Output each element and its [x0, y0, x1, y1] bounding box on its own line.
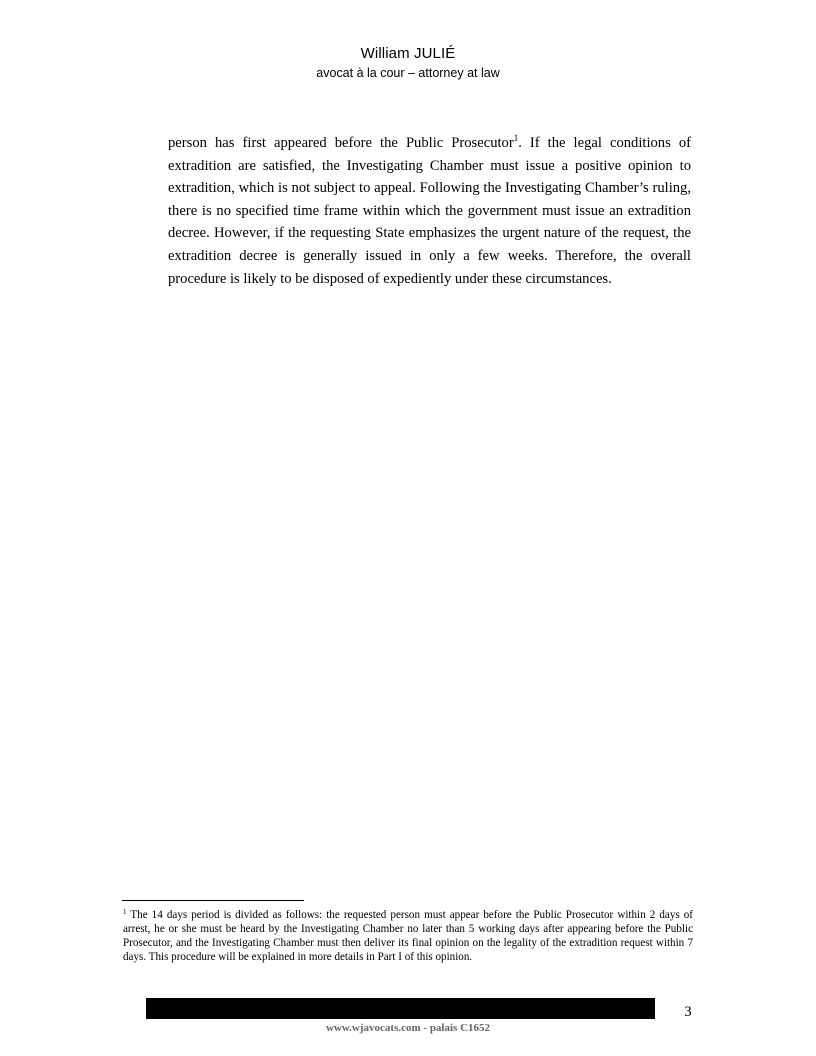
footer-website: www.wjavocats.com - palais C1652	[325, 1022, 491, 1034]
footnote-text: The 14 days period is divided as follows: the requested person must appear before the Public Prosecutor within 2 days of arrest, he or she must be heard by the Investigating Chamber no later than 5 working days after appearing before the Public Prosecutor, and the Investigating Chamber must then deliver its final opinion on the legality of the extradition request within 7 days. This procedure will be explained in more details in Part I of this opinion.	[123, 909, 693, 963]
footnote-reference: 1	[513, 133, 519, 143]
footnote	[123, 908, 693, 964]
body-paragraph	[168, 132, 691, 290]
attorney-title: avocat à la cour – attorney at law	[316, 66, 500, 80]
footer-bar	[146, 998, 655, 1019]
footnote-separator	[122, 900, 304, 901]
page-number: 3	[684, 1004, 692, 1020]
footnote-number: 1	[123, 908, 127, 916]
body-text-start: person has first appeared before the Public Prosecutor	[168, 135, 514, 151]
letterhead	[0, 44, 816, 82]
attorney-name: William JULIÉ	[360, 45, 456, 62]
body-text-rest: . If the legal conditions of extradition are satisfied, the Investigating Chamber must issue a positive opinion to extradition, which is not subject to appeal. Following the Investigating Chamber’s ruling, there is no specified time frame within which the government must issue an extradition decree. However, if the requesting State emphasizes the urgent nature of the request, the extradition decree is generally issued in only a few weeks. Therefore, the overall procedure is likely to be disposed of expediently under these circumstances.	[168, 135, 691, 287]
